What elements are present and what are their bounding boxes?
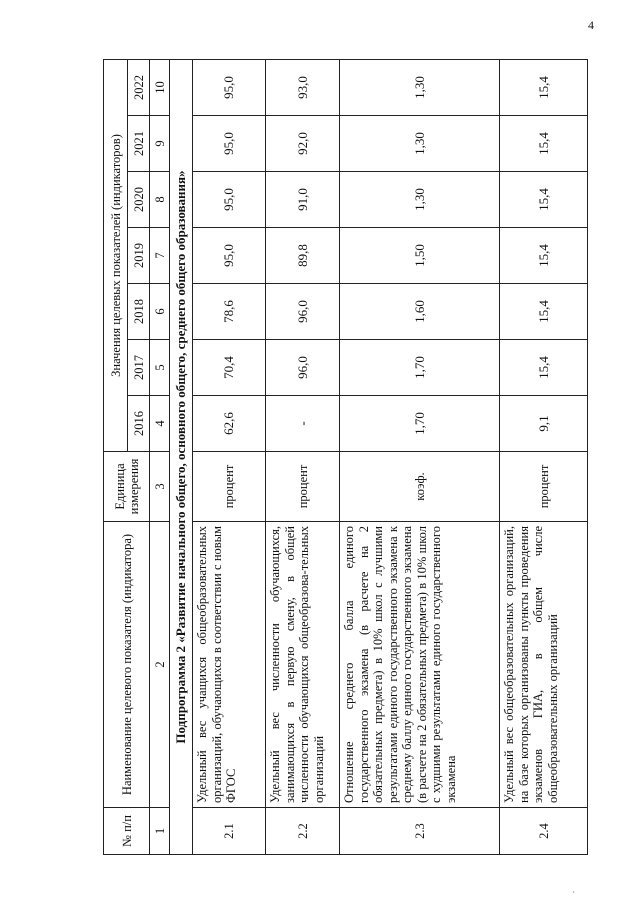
column-numbers-row [150, 59, 170, 854]
column-number: 4 [150, 396, 170, 452]
column-number: 9 [150, 116, 170, 172]
row-num: 2.4 [500, 808, 588, 855]
row-value: 93,0 [266, 59, 340, 115]
row-value: 96,0 [266, 340, 340, 396]
row-num: 2.1 [193, 808, 266, 855]
column-number: 8 [150, 172, 170, 228]
table-row [266, 59, 340, 854]
row-value: 95,0 [193, 228, 266, 284]
header-row-1 [104, 59, 128, 854]
row-name: Удельный вес численности обучающихся, занимающихся в первую смену, в общей численности обучающихся общеобразова-тельных организаций [266, 522, 340, 808]
row-unit: коэф. [340, 452, 500, 522]
rotated-table-page [103, 60, 608, 855]
row-value: 15,4 [500, 59, 588, 115]
subprogram-row [170, 59, 193, 854]
row-value: 95,0 [193, 116, 266, 172]
row-value: 15,4 [500, 172, 588, 228]
header-values-group: Значения целевых показателей (индикаторов) [104, 59, 128, 451]
row-name: Удельный вес общеобразовательных организаций, на базе которых организованы пункты проведения экзаменов ГИА, в общем числе общеобразовательных организаций [500, 522, 588, 808]
header-name: Наименование целевого показателя (индикатора) [104, 522, 150, 808]
page-number: 4 [588, 18, 594, 32]
row-value: 91,0 [266, 172, 340, 228]
scan-mark: ˎ [572, 883, 575, 893]
row-value: 89,8 [266, 228, 340, 284]
row-value: 70,4 [193, 340, 266, 396]
row-value: 62,6 [193, 396, 266, 452]
row-value: 1,70 [340, 340, 500, 396]
column-number: 5 [150, 340, 170, 396]
header-year: 2021 [128, 116, 150, 172]
row-value: 1,30 [340, 59, 500, 115]
row-value: 15,4 [500, 340, 588, 396]
header-num: № п/п [104, 808, 150, 855]
row-value: 78,6 [193, 284, 266, 340]
column-number: 10 [150, 59, 170, 115]
table-row [500, 59, 588, 854]
row-value: 1,70 [340, 396, 500, 452]
row-value: 15,4 [500, 116, 588, 172]
row-unit: процент [266, 452, 340, 522]
row-num: 2.3 [340, 808, 500, 855]
column-number: 2 [150, 522, 170, 808]
header-year: 2020 [128, 172, 150, 228]
row-value: 1,50 [340, 228, 500, 284]
column-number: 3 [150, 452, 170, 522]
row-value: 92,0 [266, 116, 340, 172]
table-row [193, 59, 266, 854]
row-value: 96,0 [266, 284, 340, 340]
subprogram-title: Подпрограмма 2 «Развитие начального общего, основного общего, среднего общего образования» [170, 59, 193, 854]
row-value: 95,0 [193, 59, 266, 115]
row-value: - [266, 396, 340, 452]
header-year: 2019 [128, 228, 150, 284]
row-value: 1,30 [340, 116, 500, 172]
indicators-table [103, 59, 588, 855]
header-year: 2018 [128, 284, 150, 340]
row-value: 15,4 [500, 284, 588, 340]
row-value: 15,4 [500, 228, 588, 284]
table-row [340, 59, 500, 854]
header-year: 2022 [128, 59, 150, 115]
row-value: 95,0 [193, 172, 266, 228]
row-value: 9,1 [500, 396, 588, 452]
column-number: 7 [150, 228, 170, 284]
row-name: Удельный вес учащихся общеобразовательных организаций, обучающихся в соответствии с новым ФГОС [193, 522, 266, 808]
row-unit: процент [500, 452, 588, 522]
row-value: 1,60 [340, 284, 500, 340]
row-value: 1,30 [340, 172, 500, 228]
column-number: 1 [150, 808, 170, 855]
column-number: 6 [150, 284, 170, 340]
header-year: 2016 [128, 396, 150, 452]
row-unit: процент [193, 452, 266, 522]
row-num: 2.2 [266, 808, 340, 855]
row-name: Отношение среднего балла единого государственного экзамена (в расчете на 2 обязательных предмета) в 10% школ с лучшими результатами единого государственного экзамена к среднему баллу единого государственного экзамена (в расчете на 2 обязательных предмета) в 10% школ с худшими результатами единого государственного экзамена [340, 522, 500, 808]
header-unit: Единица измерения [104, 452, 150, 522]
header-year: 2017 [128, 340, 150, 396]
